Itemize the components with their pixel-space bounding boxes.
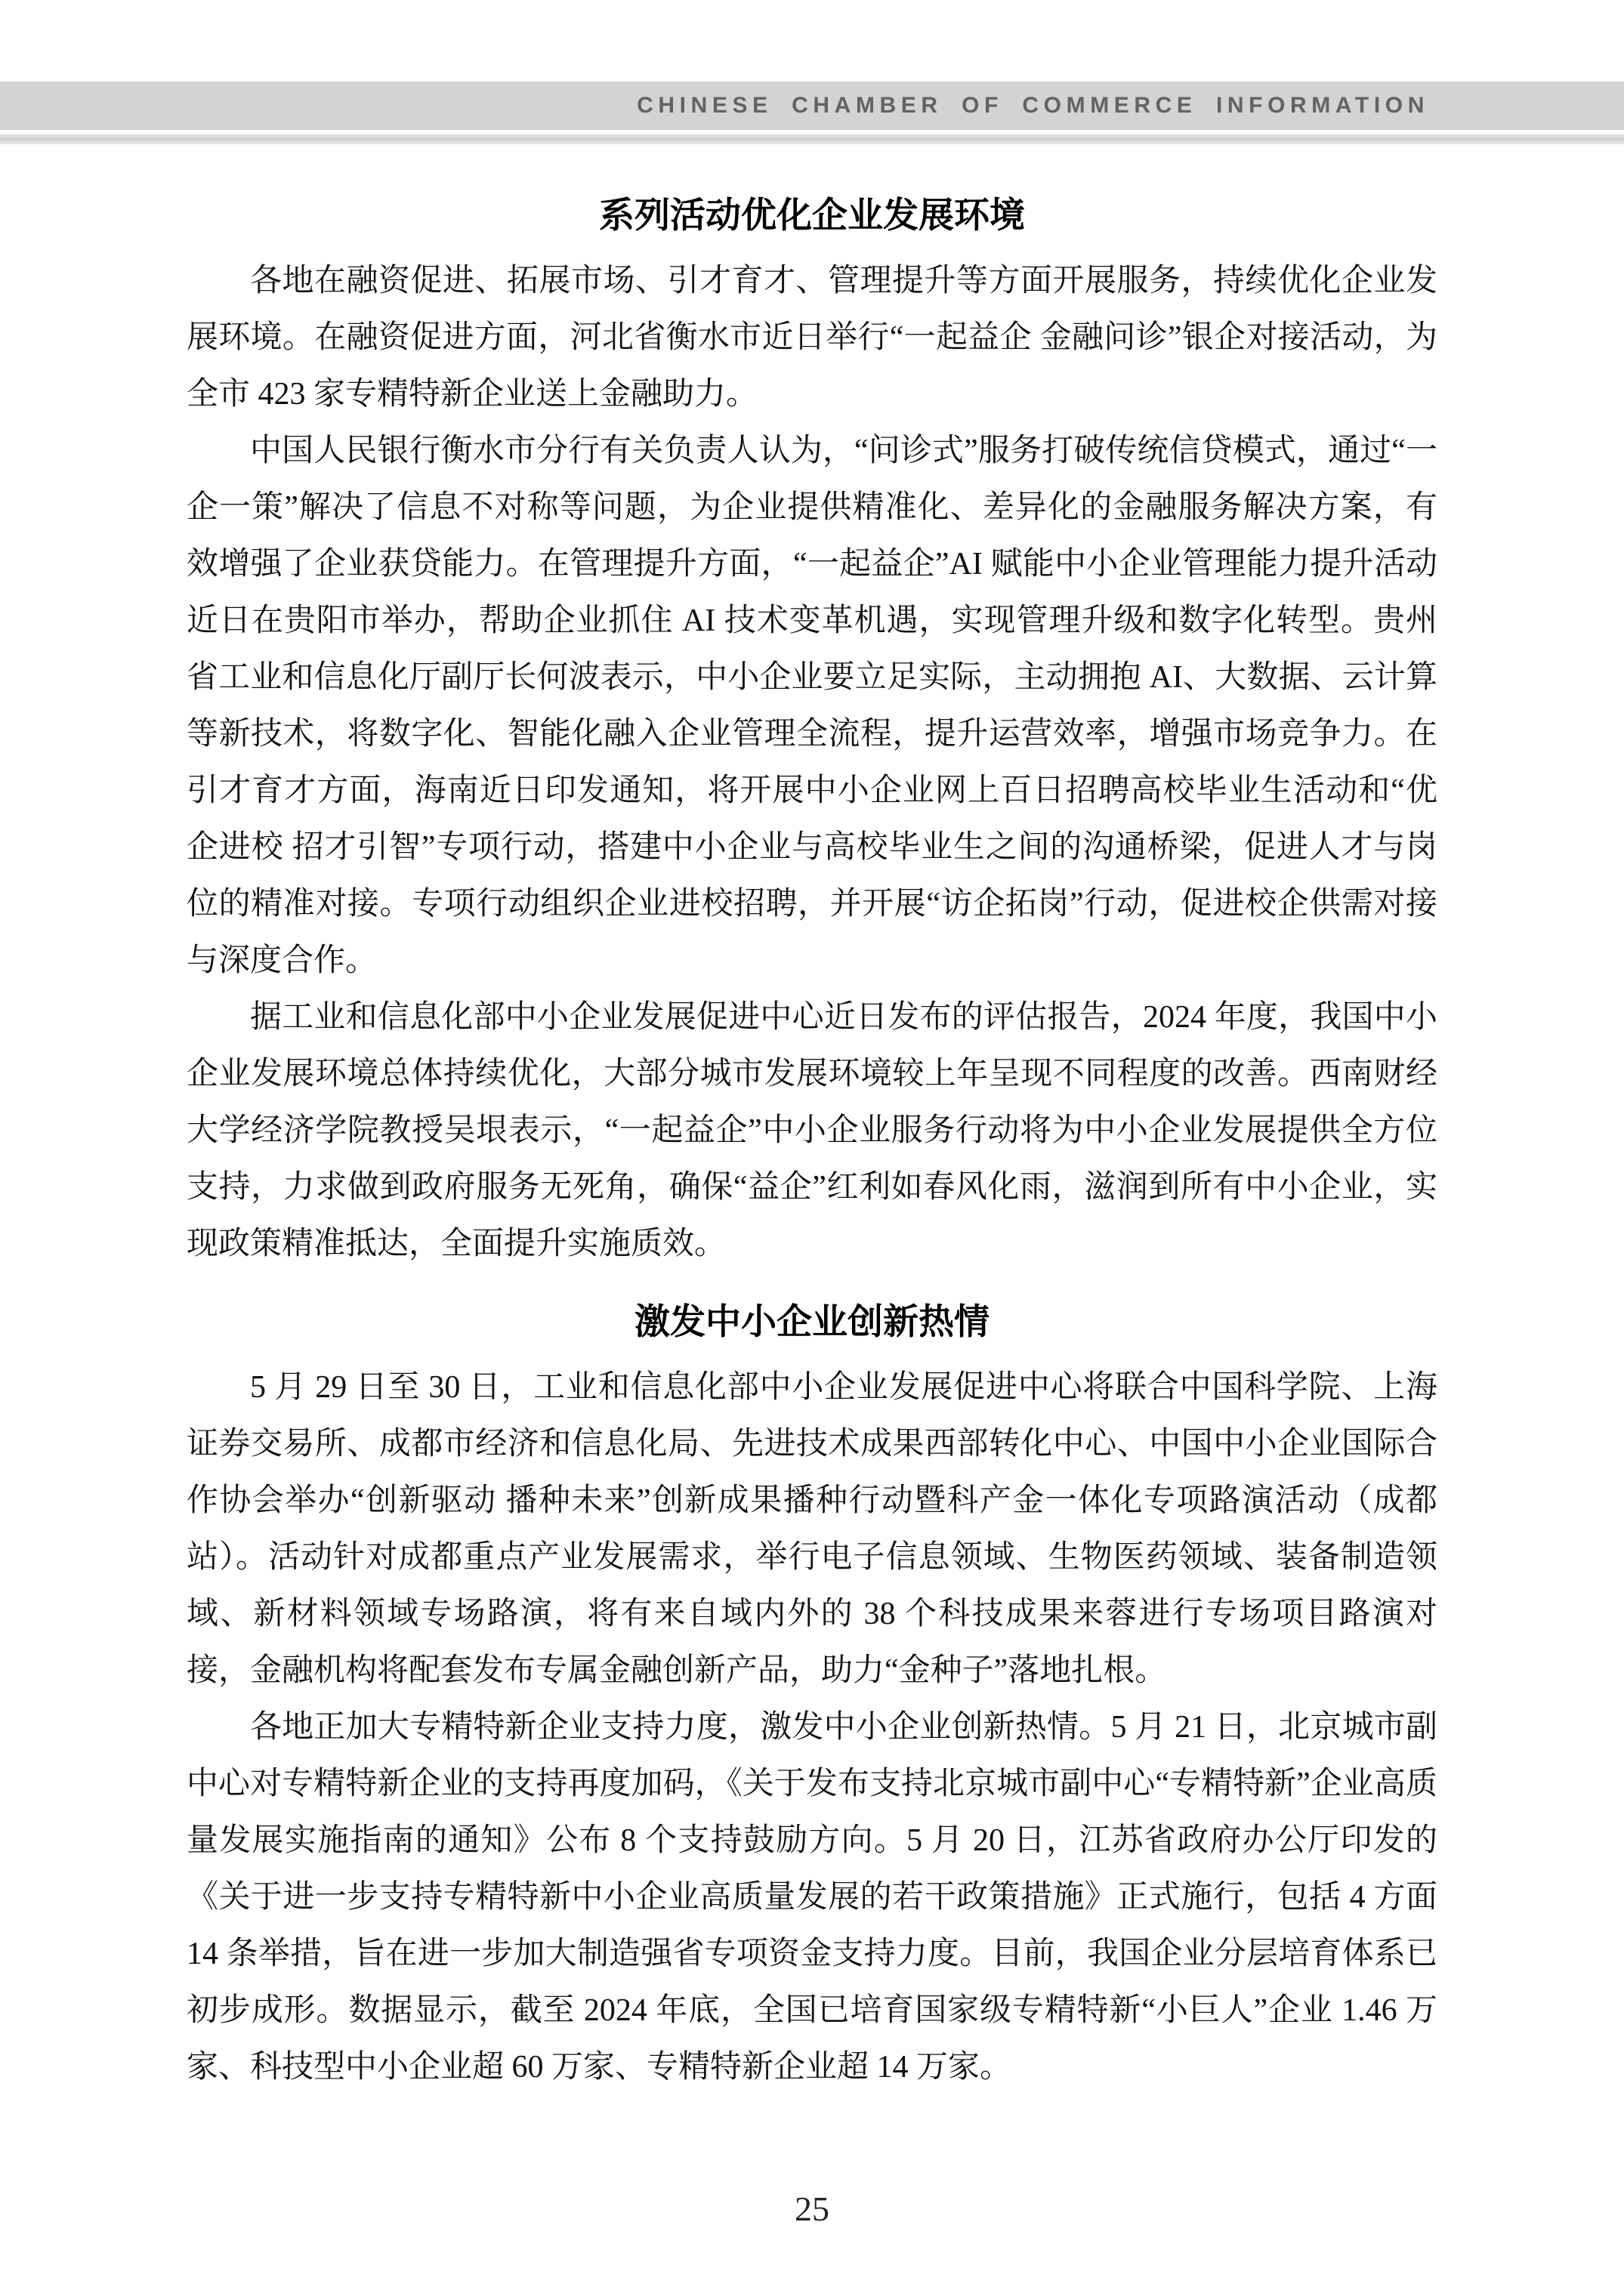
page-content [187,185,1437,2096]
header-divider [0,134,1624,144]
paragraph-2: 中国人民银行衡水市分行有关负责人认为，“问诊式”服务打破传统信贷模式，通过“一企一策”解决了信息不对称等问题，为企业提供精准化、差异化的金融服务解决方案，有效增强了企业获贷能力。在管理提升方面，“一起益企”AI 赋能中小企业管理能力提升活动近日在贵阳市举办，帮助企业抓住 AI 技术变革机遇，实现管理升级和数字化转型。贵州省工业和信息化厅副厅长何波表示，中小企业要立足实际，主动拥抱 AI、大数据、云计算等新技术，将数字化、智能化融入企业管理全流程，提升运营效率，增强市场竞争力。在引才育才方面，海南近日印发通知，将开展中小企业网上百日招聘高校毕业生活动和“优企进校 招才引智”专项行动，搭建中小企业与高校毕业生之间的沟通桥梁，促进人才与岗位的精准对接。专项行动组织企业进校招聘，并开展“访企拓岗”行动，促进校企供需对接与深度合作。 [187,434,1437,978]
section-heading-2: 激发中小企业创新热情 [634,1301,990,1341]
paragraph-3: 据工业和信息化部中小企业发展促进中心近日发布的评估报告，2024 年度，我国中小企业发展环境总体持续优化，大部分城市发展环境较上年呈现不同程度的改善。西南财经大学经济学院教授吴垠表示，“一起益企”中小企业服务行动将为中小企业发展提供全方位支持，力求做到政府服务无死角，确保“益企”红利如春风化雨，滋润到所有中小企业，实现政策精准抵达，全面提升实施质效。 [187,1000,1437,1261]
paragraph-4: 5 月 29 日至 30 日，工业和信息化部中小企业发展促进中心将联合中国科学院、上海证券交易所、成都市经济和信息化局、先进技术成果西部转化中心、中国中小企业国际合作协会举办“创新驱动 播种未来”创新成果播种行动暨科产金一体化专项路演活动（成都站）。活动针对成都重点产业发展需求，举行电子信息领域、生物医药领域、装备制造领域、新材料领域专场路演，将有来自域内外的 38 个科技成果来蓉进行专场项目路演对接，金融机构将配套发布专属金融创新产品，助力“金种子”落地扎根。 [187,1370,1437,1688]
paragraph-5: 各地正加大专精特新企业支持力度，激发中小企业创新热情。5 月 21 日，北京城市副中心对专精特新企业的支持再度加码，《关于发布支持北京城市副中心“专精特新”企业高质量发展实施指南的通知》公布 8 个支持鼓励方向。5 月 20 日，江苏省政府办公厅印发的《关于进一步支持专精特新中小企业高质量发展的若干政策措施》正式施行，包括 4 方面 14 条举措，旨在进一步加大制造强省专项资金支持力度。目前，我国企业分层培育体系已初步成形。数据显示，截至 2024 年底，全国已培育国家级专精特新“小巨人”企业 1.46 万家、科技型中小企业超 60 万家、专精特新企业超 14 万家。 [187,1710,1437,2085]
header-banner-text: CHINESE CHAMBER OF COMMERCE INFORMATION [637,93,1429,118]
paragraph-1: 各地在融资促进、拓展市场、引才育才、管理提升等方面开展服务，持续优化企业发展环境。在融资促进方面，河北省衡水市近日举行“一起益企 金融问诊”银企对接活动，为全市 423 家专精特新企业送上金融助力。 [187,264,1437,412]
section-heading-1: 系列活动优化企业发展环境 [599,195,1025,235]
header-banner [0,82,1624,130]
page-number: 25 [795,2190,829,2228]
